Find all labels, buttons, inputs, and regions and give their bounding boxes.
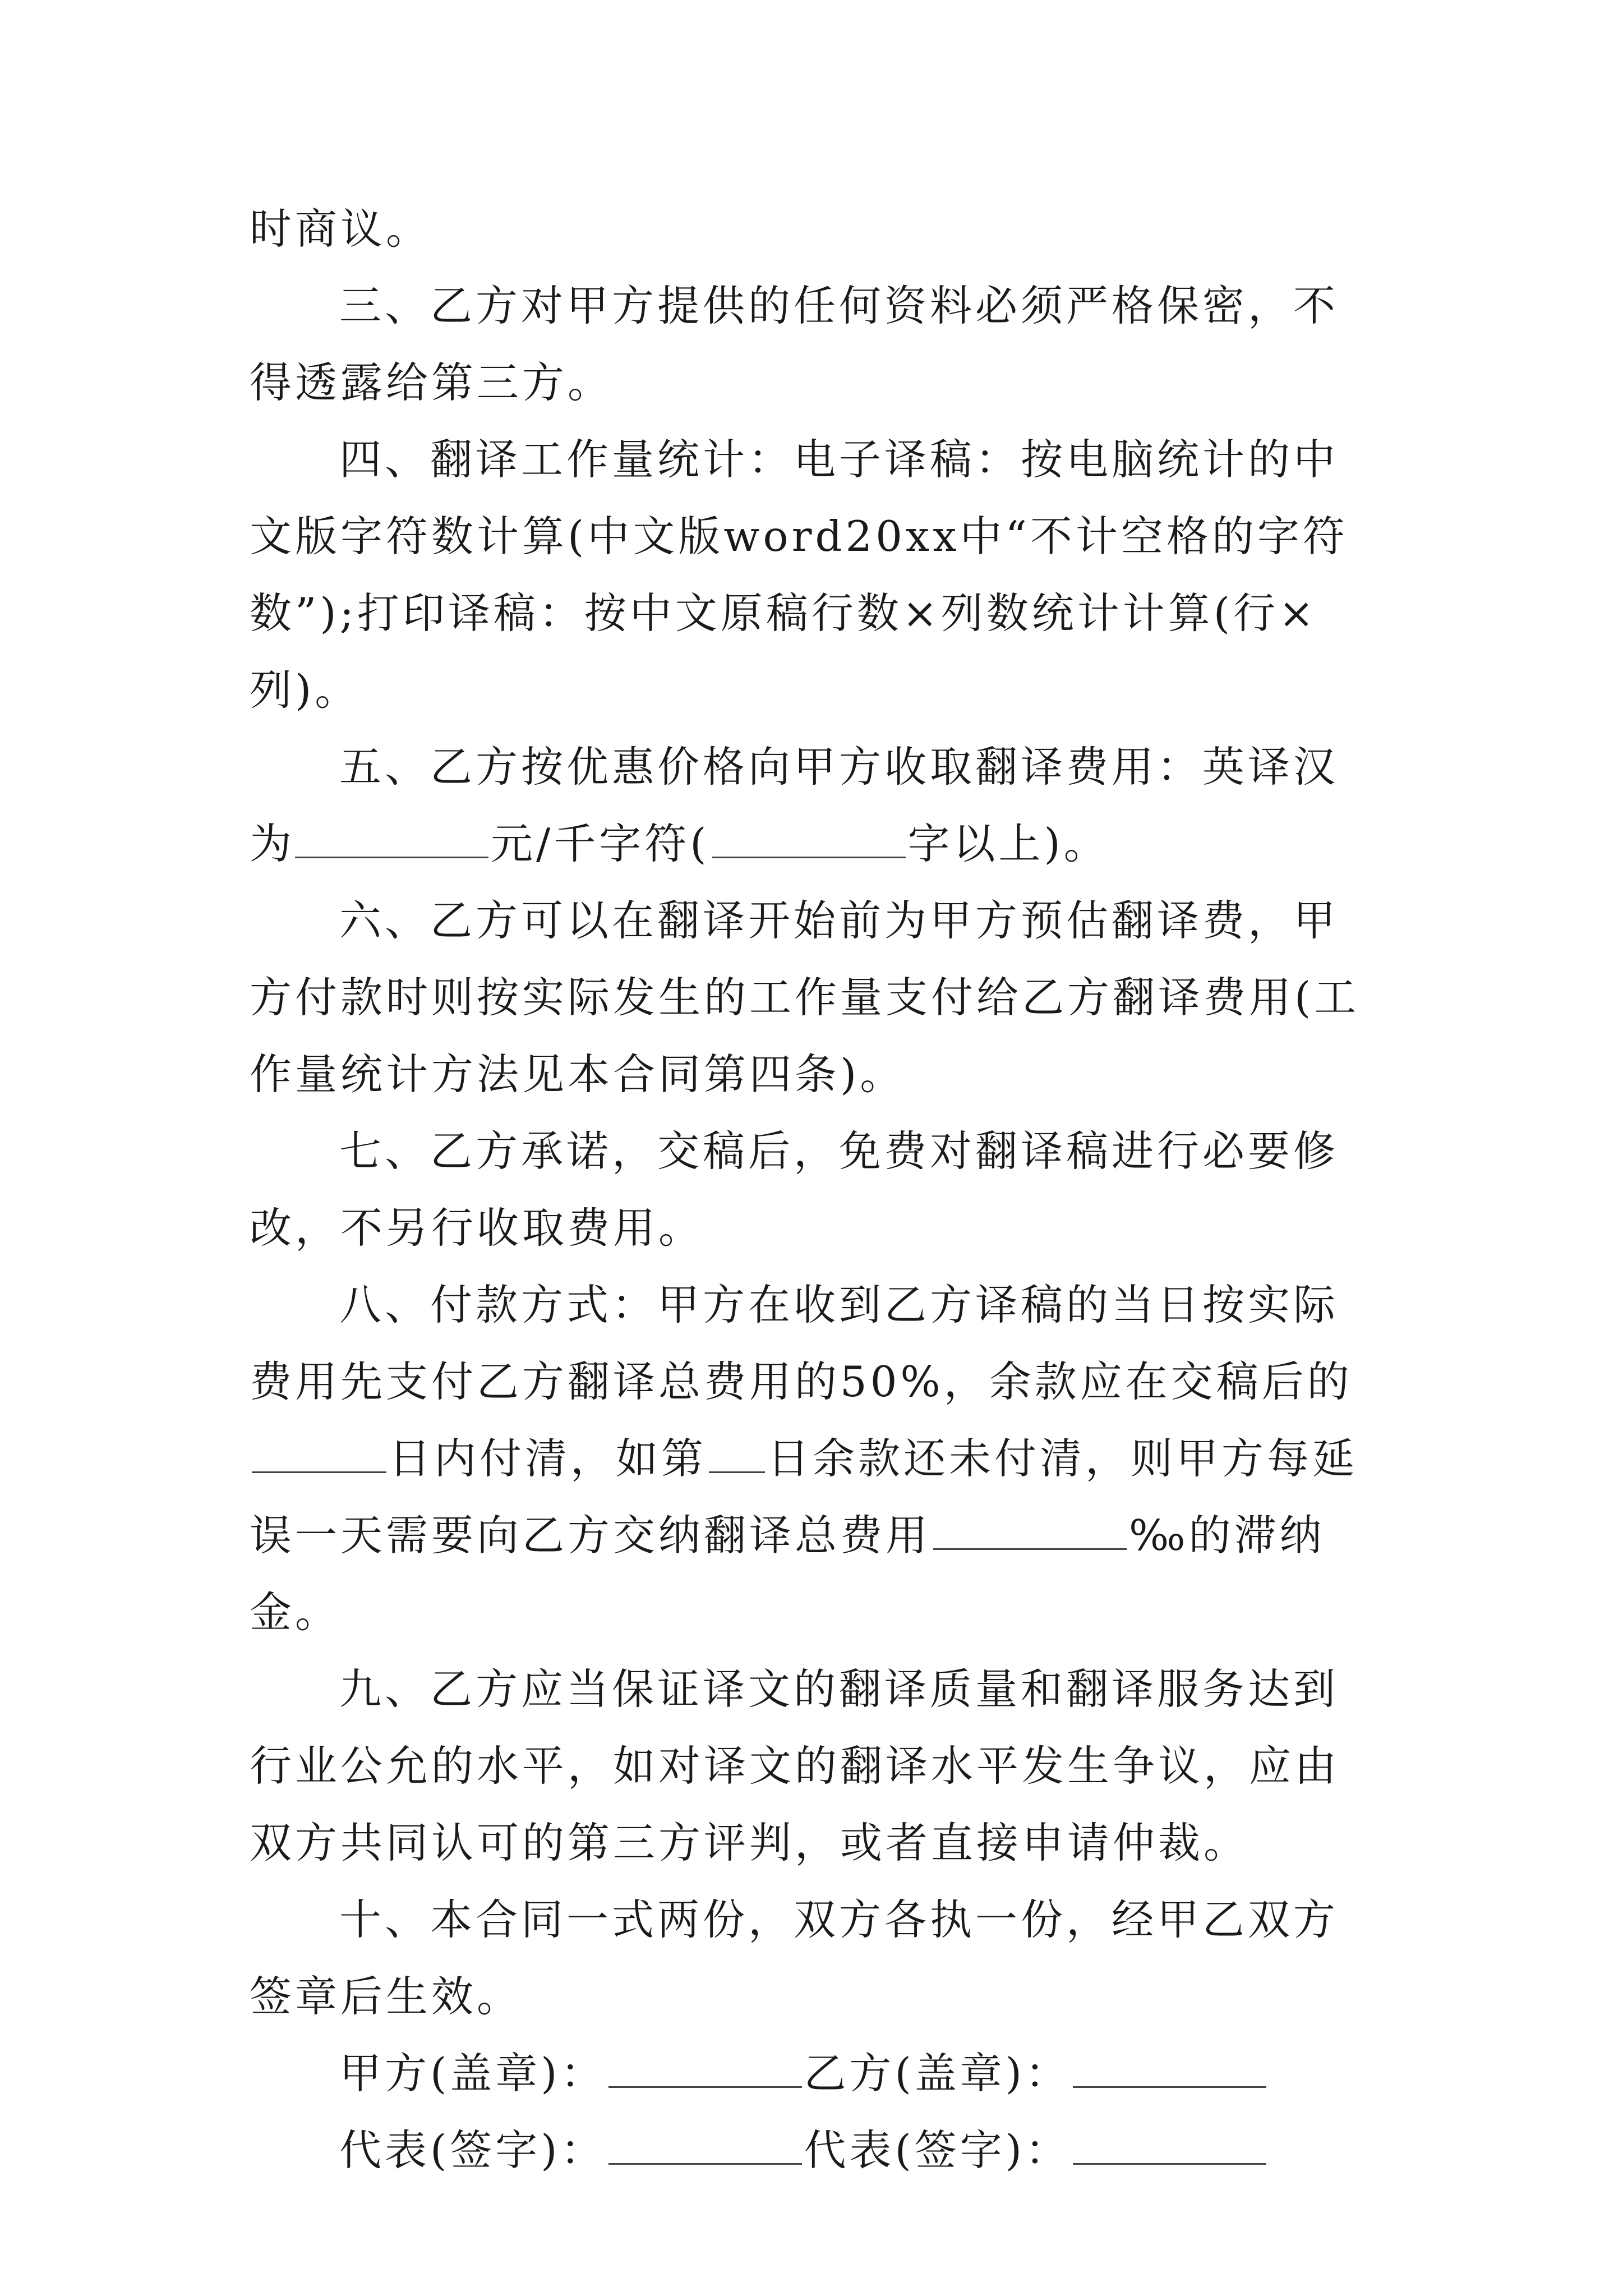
rep-b-sign-blank bbox=[1073, 2129, 1266, 2165]
clause-5-text-c: 字以上)。 bbox=[907, 819, 1109, 868]
days-blank bbox=[252, 1438, 386, 1473]
clause-10: 十、本合同一式两份，双方各执一份，经甲乙双方签章后生效。 bbox=[250, 1895, 1339, 2021]
paragraph-continuation: 时商议。 bbox=[250, 204, 432, 254]
rate-blank bbox=[295, 823, 488, 858]
party-b-seal-label: 乙方(盖章)： bbox=[804, 2049, 1071, 2098]
clause-3: 三、乙方对甲方提供的任何资料必须严格保密，不得透露给第三方。 bbox=[250, 281, 1339, 407]
clause-5-text-a: 五、乙方按优惠价格向甲方收取翻译费用：英译汉为 bbox=[250, 742, 1339, 868]
clause-8-text-b: 日内付清，如第 bbox=[389, 1434, 707, 1483]
clause-8-text-c: 日余款还未付清，则甲方每延误一天需要向乙方交纳翻译总费用 bbox=[250, 1434, 1358, 1560]
party-a-seal-label: 甲方(盖章)： bbox=[339, 2049, 606, 2098]
rep-a-sign-blank bbox=[608, 2129, 802, 2165]
clause-4: 四、翻译工作量统计：电子译稿：按电脑统计的中文版字符数计算(中文版word20xx中“不计空格的字符数”);打印译稿：按中文原稿行数×列数统计计算(行×列)。 bbox=[250, 435, 1348, 715]
rep-b-sign-label: 代表(签字)： bbox=[804, 2125, 1071, 2175]
day-number-blank bbox=[709, 1438, 765, 1473]
clause-8-text-a: 八、付款方式：甲方在收到乙方译稿的当日按实际费用先支付乙方翻译总费用的50%，余款应在交稿后的 bbox=[250, 1280, 1353, 1406]
sign-row bbox=[250, 2112, 1377, 2189]
clause-8 bbox=[250, 1267, 1377, 1651]
seal-row bbox=[250, 2035, 1377, 2112]
clause-5-text-b: 元/千字符( bbox=[491, 819, 710, 868]
party-b-seal-blank bbox=[1073, 2053, 1266, 2088]
rep-a-sign-label: 代表(签字)： bbox=[339, 2125, 606, 2175]
clause-9: 九、乙方应当保证译文的翻译质量和翻译服务达到行业公允的水平，如对译文的翻译水平发生争议，应由双方共同认可的第三方评判，或者直接申请仲裁。 bbox=[250, 1664, 1340, 1867]
late-fee-blank bbox=[933, 1515, 1127, 1550]
party-a-seal-blank bbox=[608, 2053, 802, 2088]
min-chars-blank bbox=[712, 823, 906, 858]
clause-6: 六、乙方可以在翻译开始前为甲方预估翻译费，甲方付款时则按实际发生的工作量支付给乙方翻译费用(工作量统计方法见本合同第四条)。 bbox=[250, 896, 1360, 1099]
clause-7: 七、乙方承诺，交稿后，免费对翻译稿进行必要修改，不另行收取费用。 bbox=[250, 1126, 1339, 1253]
clause-8-text-d: ‰的滞纳金。 bbox=[250, 1511, 1325, 1637]
clause-5 bbox=[250, 729, 1377, 882]
document-page bbox=[250, 191, 1377, 2189]
